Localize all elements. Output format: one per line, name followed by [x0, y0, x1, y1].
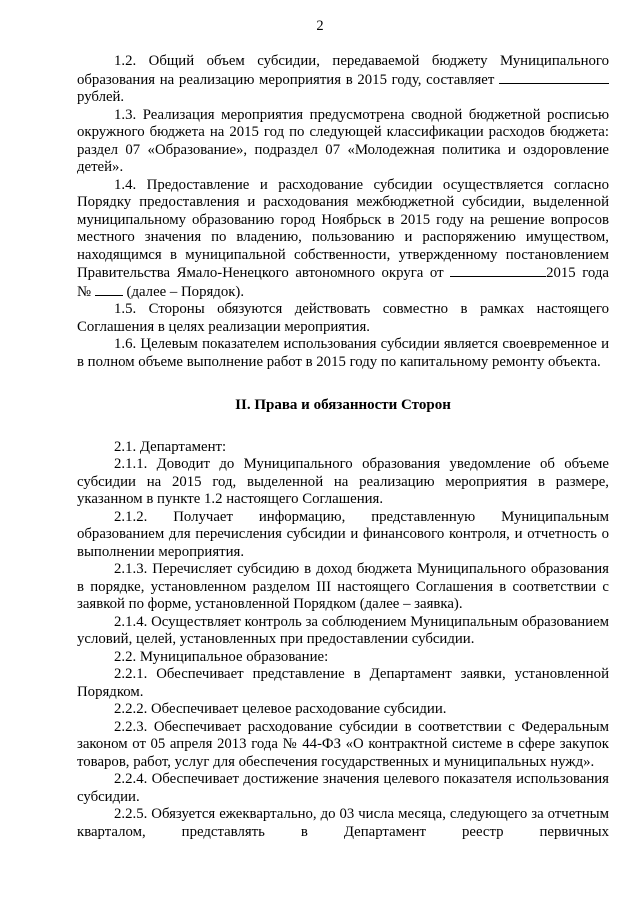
clause-2-1-2: 2.1.2. Получает информацию, представленную Муниципальным образованием для перечисления субсидии и финансового контроля, и отчетность о выполнении мероприятия. [77, 508, 609, 560]
clause-2-2-1: 2.2.1. Обеспечивает представление в Департамент заявки, установленной Порядком. [77, 666, 609, 700]
clause-1-4-text: 1.4. Предоставление и расходование субсидии осуществляется согласно Порядку предоставления и расходования межбюджетной субсидии, выделенной муниципальному образованию город Ноябрьск в 2015 году на решение вопросов местного значения по владению, пользованию и распоряжению имуществом, находящимся в муниципальной собственности, утвержденному постановлением Правительства Ямало-Ненецкого автономного округа от [77, 176, 609, 281]
clause-2-2-2: 2.2.2. Обеспечивает целевое расходование субсидии. [114, 701, 447, 717]
clause-1-5: 1.5. Стороны обязуются действовать совместно в рамках настоящего Соглашения в целях реализации мероприятия. [77, 301, 609, 335]
clause-1-2-end: рублей. [77, 89, 125, 105]
number-blank [95, 283, 123, 296]
clause-2-1: 2.1. Департамент: [114, 438, 227, 455]
clause-2-2-5: 2.2.5. Обязуется ежеквартально, до 03 числа месяца, следующего за отчетным кварталом, представлять в Департамент реестр первичных [77, 806, 609, 840]
page-number: 2 [316, 18, 324, 34]
clause-2-1-3: 2.1.3. Перечисляет субсидию в доход бюджета Муниципального образования в порядке, установленном разделом III настоящего Соглашения в соответствии с заявкой по форме, установленной Порядком (далее – заявка). [77, 561, 609, 612]
clause-1-4 [77, 177, 609, 302]
clause-2-2-4: 2.2.4. Обеспечивает достижение значения целевого показателя использования субсидии. [77, 771, 609, 805]
clause-1-4-year: 2015 года [546, 265, 609, 281]
clause-2-1-1: 2.1.1. Доводит до Муниципального образования уведомление об объеме субсидии на 2015 год, выделенной на реализацию мероприятия в размере, указанном в пункте 1.2 настоящего Соглашения. [77, 456, 609, 507]
document-body [77, 53, 609, 841]
clause-1-2-text: 1.2. Общий объем субсидии, передаваемой бюджету Муниципального образования на реализацию мероприятия в 2015 году, составляет [77, 53, 609, 88]
section-2-heading: II. Права и обязанности Сторон [235, 397, 451, 413]
date-blank [450, 264, 546, 277]
clause-1-4-end: (далее – Порядок). [122, 283, 245, 300]
clause-2-1-4: 2.1.4. Осуществляет контроль за соблюдением Муниципальным образованием условий, целей, установленных при предоставлении субсидии. [77, 613, 609, 647]
clause-2-2-3: 2.2.3. Обеспечивает расходование субсидии в соответствии с Федеральным законом от 05 апреля 2013 года № 44-ФЗ «О контрактной системе в сфере закупок товаров, работ, услуг для обеспечения государственных и муниципальных нужд». [77, 718, 609, 770]
clause-1-4-no: № [77, 283, 95, 300]
clause-1-6: 1.6. Целевым показателем использования субсидии является своевременное и в полном объеме выполнение работ в 2015 году по капитальному ремонту объекта. [77, 336, 609, 370]
amount-blank [499, 71, 609, 84]
clause-1-3: 1.3. Реализация мероприятия предусмотрена сводной бюджетной росписью окружного бюджета на 2015 год по следующей классификации расходов бюджета: раздел 07 «Образование», подраздел 07 «Молодежная политика и оздоровление детей». [77, 106, 609, 175]
clause-1-2 [77, 53, 609, 107]
clause-2-2: 2.2. Муниципальное образование: [114, 648, 329, 665]
